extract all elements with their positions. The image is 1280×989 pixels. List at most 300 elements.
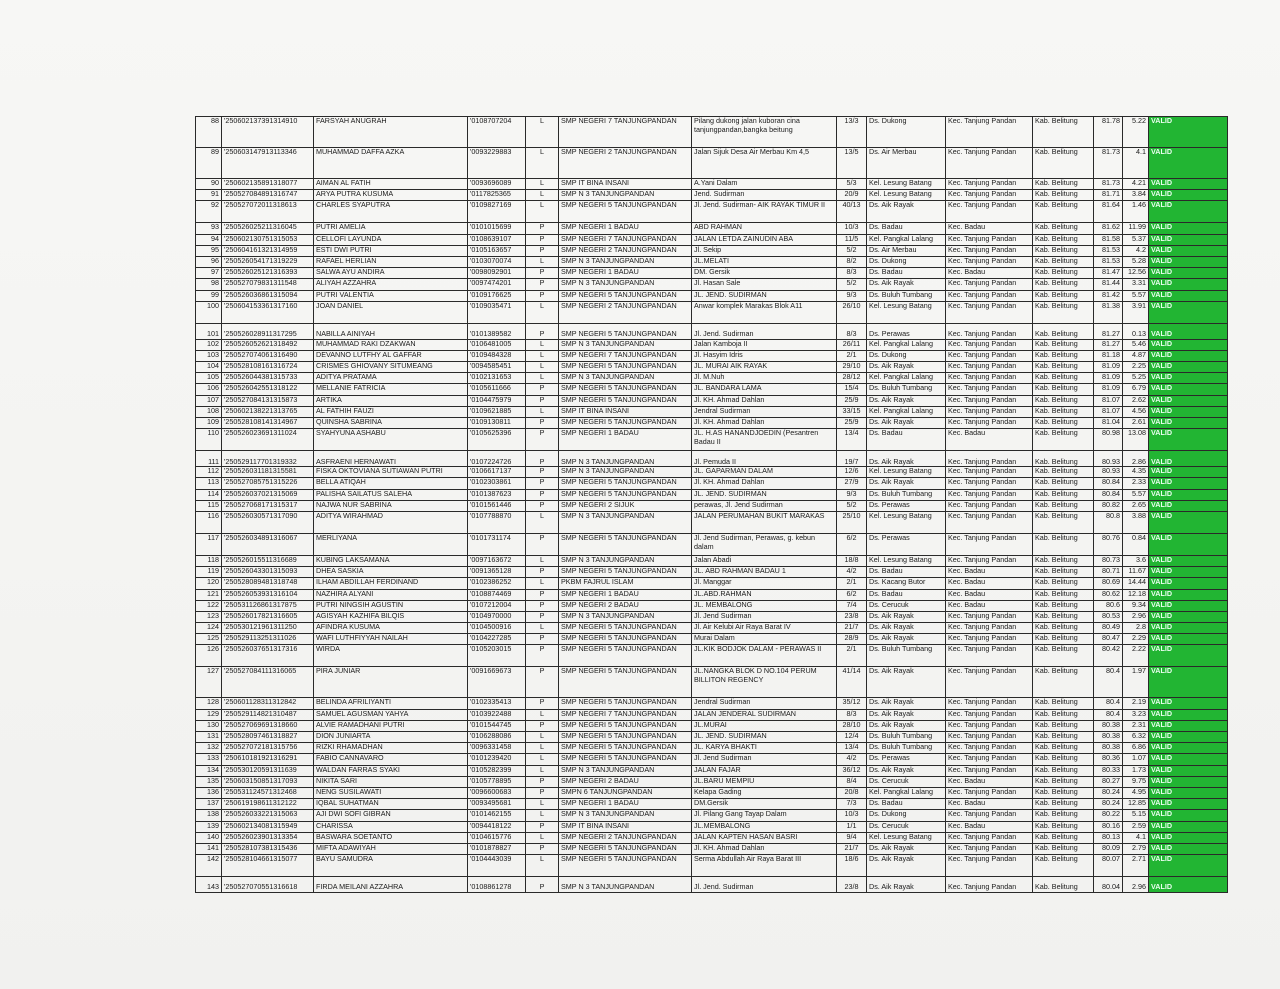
district-cell: Kec. Tanjung Pandan	[946, 418, 1033, 429]
score-cell: 81.38	[1094, 301, 1123, 323]
school-name-cell: SMP N 3 TANJUNGPANDAN	[559, 190, 692, 201]
gender-cell: L	[526, 743, 559, 754]
row-number-cell: 103	[196, 350, 222, 361]
student-name-cell: NABILLA AINIYAH	[314, 323, 468, 339]
distance-cell: 2.31	[1123, 720, 1149, 731]
distance-cell: 9.34	[1123, 600, 1149, 611]
registration-id-cell: '250602135891318077	[222, 179, 314, 190]
registration-id-cell: '250619198611312122	[222, 799, 314, 810]
distance-cell: 3.31	[1123, 279, 1149, 290]
village-cell: Ds. Buluh Tumbang	[867, 290, 946, 301]
district-cell: Kec. Tanjung Pandan	[946, 117, 1033, 148]
village-cell: Ds. Cerucuk	[867, 600, 946, 611]
regency-cell: Kab. Belitung	[1033, 754, 1094, 765]
score-cell: 80.09	[1094, 843, 1123, 854]
village-cell: Kel. Pangkal Lalang	[867, 373, 946, 384]
gender-cell: P	[526, 600, 559, 611]
regency-cell: Kab. Belitung	[1033, 301, 1094, 323]
row-number-cell: 133	[196, 754, 222, 765]
nisn-cell: '0101239420	[468, 754, 526, 765]
school-name-cell: SMP NEGERI 5 TANJUNGPANDAN	[559, 754, 692, 765]
address-cell: Jl. Sekip	[692, 245, 837, 256]
registration-id-cell: '250602138221313765	[222, 406, 314, 417]
gender-cell: P	[526, 843, 559, 854]
address-cell: Jl. Jend. Sudirman	[692, 323, 837, 339]
gender-cell: P	[526, 245, 559, 256]
row-number-cell: 108	[196, 406, 222, 417]
distance-cell: 2.59	[1123, 821, 1149, 832]
row-number-cell: 105	[196, 373, 222, 384]
gender-cell: L	[526, 179, 559, 190]
nisn-cell: '0096600683	[468, 787, 526, 798]
village-cell: Ds. Aik Rayak	[867, 623, 946, 634]
village-cell: Ds. Buluh Tumbang	[867, 384, 946, 395]
table-row	[196, 832, 1228, 843]
district-cell: Kec. Badau	[946, 600, 1033, 611]
registration-id-cell: '250527084891316747	[222, 190, 314, 201]
rt-rw-cell: 20/9	[837, 190, 867, 201]
student-name-cell: QUINSHA SABRINA	[314, 418, 468, 429]
student-name-cell: DHEA SASKIA	[314, 567, 468, 578]
address-cell: Jl. Pemuda II	[692, 451, 837, 467]
school-name-cell: SMP N 3 TANJUNGPANDAN	[559, 765, 692, 776]
rt-rw-cell: 6/2	[837, 533, 867, 555]
row-number-cell: 130	[196, 720, 222, 731]
school-name-cell: SMP NEGERI 1 BADAU	[559, 429, 692, 451]
nisn-cell: '0105611666	[468, 384, 526, 395]
row-number-cell: 124	[196, 623, 222, 634]
regency-cell: Kab. Belitung	[1033, 787, 1094, 798]
row-number-cell: 121	[196, 589, 222, 600]
nisn-cell: '0093229883	[468, 148, 526, 179]
district-cell: Kec. Tanjung Pandan	[946, 732, 1033, 743]
distance-cell: 2.96	[1123, 611, 1149, 622]
rt-rw-cell: 9/4	[837, 832, 867, 843]
school-name-cell: SMP NEGERI 1 BADAU	[559, 223, 692, 234]
registration-id-cell: '250526028911317295	[222, 323, 314, 339]
regency-cell: Kab. Belitung	[1033, 709, 1094, 720]
student-name-cell: IQBAL SUHATMAN	[314, 799, 468, 810]
district-cell: Kec. Tanjung Pandan	[946, 611, 1033, 622]
status-cell: VALID	[1149, 373, 1228, 384]
address-cell: Jalan Abadi	[692, 555, 837, 566]
student-name-cell: FARSYAH ANUGRAH	[314, 117, 468, 148]
distance-cell: 4.2	[1123, 245, 1149, 256]
distance-cell: 5.22	[1123, 117, 1149, 148]
nisn-cell: '0098092901	[468, 268, 526, 279]
village-cell: Kel. Lesung Batang	[867, 179, 946, 190]
score-cell: 81.09	[1094, 362, 1123, 373]
rt-rw-cell: 5/2	[837, 500, 867, 511]
distance-cell: 2.22	[1123, 645, 1149, 667]
distance-cell: 3.84	[1123, 190, 1149, 201]
table-row	[196, 732, 1228, 743]
score-cell: 80.42	[1094, 645, 1123, 667]
score-cell: 81.04	[1094, 418, 1123, 429]
village-cell: Ds. Aik Rayak	[867, 634, 946, 645]
row-number-cell: 113	[196, 478, 222, 489]
nisn-cell: '0109035471	[468, 301, 526, 323]
status-cell: VALID	[1149, 201, 1228, 223]
rt-rw-cell: 25/9	[837, 395, 867, 406]
rt-rw-cell: 1/1	[837, 821, 867, 832]
address-cell: JL.MURAI	[692, 720, 837, 731]
student-name-cell: CELLOFI LAYUNDA	[314, 234, 468, 245]
student-name-cell: RAFAEL HERLIAN	[314, 256, 468, 267]
address-cell: JL.KIK BODJOK DALAM - PERAWAS II	[692, 645, 837, 667]
row-number-cell: 117	[196, 533, 222, 555]
regency-cell: Kab. Belitung	[1033, 279, 1094, 290]
address-cell: Jl. Jend. Sudirman- AIK RAYAK TIMUR II	[692, 201, 837, 223]
table-row	[196, 500, 1228, 511]
school-name-cell: SMP N 3 TANJUNGPANDAN	[559, 339, 692, 350]
status-cell: VALID	[1149, 667, 1228, 698]
registration-id-cell: '250526030571317090	[222, 511, 314, 533]
score-cell: 81.27	[1094, 339, 1123, 350]
status-cell: VALID	[1149, 279, 1228, 290]
address-cell: JALAN FAJAR	[692, 765, 837, 776]
school-name-cell: SMP NEGERI 5 TANJUNGPANDAN	[559, 362, 692, 373]
district-cell: Kec. Tanjung Pandan	[946, 467, 1033, 478]
distance-cell: 2.25	[1123, 362, 1149, 373]
status-cell: VALID	[1149, 467, 1228, 478]
row-number-cell: 132	[196, 743, 222, 754]
district-cell: Kec. Badau	[946, 223, 1033, 234]
address-cell: A.Yani Dalam	[692, 179, 837, 190]
school-name-cell: SMP NEGERI 5 TANJUNGPANDAN	[559, 667, 692, 698]
registration-id-cell: '250527072181315756	[222, 743, 314, 754]
address-cell: JL. KARYA BHAKTI	[692, 743, 837, 754]
village-cell: Ds. Cerucuk	[867, 776, 946, 787]
school-name-cell: SMP N 3 TANJUNGPANDAN	[559, 451, 692, 467]
district-cell: Kec. Tanjung Pandan	[946, 451, 1033, 467]
registration-id-cell: '250527085751315226	[222, 478, 314, 489]
registration-id-cell: '250526037021315069	[222, 489, 314, 500]
address-cell: Serma Abdullah Air Raya Barat III	[692, 855, 837, 877]
status-cell: VALID	[1149, 406, 1228, 417]
status-cell: VALID	[1149, 511, 1228, 533]
distance-cell: 5.57	[1123, 489, 1149, 500]
address-cell: ABD RAHMAN	[692, 223, 837, 234]
registration-id-cell: '250526031181315581	[222, 467, 314, 478]
regency-cell: Kab. Belitung	[1033, 384, 1094, 395]
distance-cell: 1.97	[1123, 667, 1149, 698]
address-cell: JALAN PERUMAHAN BUKIT MARAKAS	[692, 511, 837, 533]
student-name-cell: ALVIE RAMADHANI PUTRI	[314, 720, 468, 731]
score-cell: 81.53	[1094, 245, 1123, 256]
distance-cell: 2.65	[1123, 500, 1149, 511]
rt-rw-cell: 8/2	[837, 256, 867, 267]
row-number-cell: 122	[196, 600, 222, 611]
distance-cell: 6.86	[1123, 743, 1149, 754]
address-cell: Kelapa Gading	[692, 787, 837, 798]
registration-id-cell: '250530120591311639	[222, 765, 314, 776]
address-cell: DM. Gersik	[692, 268, 837, 279]
district-cell: Kec. Tanjung Pandan	[946, 323, 1033, 339]
row-number-cell: 95	[196, 245, 222, 256]
nisn-cell: '0108707204	[468, 117, 526, 148]
regency-cell: Kab. Belitung	[1033, 268, 1094, 279]
row-number-cell: 91	[196, 190, 222, 201]
village-cell: Ds. Aik Rayak	[867, 843, 946, 854]
registration-id-cell: '250529113251311026	[222, 634, 314, 645]
registration-id-cell: '250603147913113346	[222, 148, 314, 179]
school-name-cell: SMP NEGERI 5 TANJUNGPANDAN	[559, 720, 692, 731]
district-cell: Kec. Tanjung Pandan	[946, 201, 1033, 223]
address-cell: Jl. KH. Ahmad Dahlan	[692, 395, 837, 406]
registration-id-cell: '250526017821316605	[222, 611, 314, 622]
district-cell: Kec. Badau	[946, 799, 1033, 810]
distance-cell: 12.18	[1123, 589, 1149, 600]
status-cell: VALID	[1149, 190, 1228, 201]
regency-cell: Kab. Belitung	[1033, 698, 1094, 709]
village-cell: Ds. Aik Rayak	[867, 667, 946, 698]
regency-cell: Kab. Belitung	[1033, 855, 1094, 877]
score-cell: 80.76	[1094, 533, 1123, 555]
nisn-cell: '0109621885	[468, 406, 526, 417]
distance-cell: 4.21	[1123, 179, 1149, 190]
regency-cell: Kab. Belitung	[1033, 555, 1094, 566]
row-number-cell: 111	[196, 451, 222, 467]
village-cell: Kel. Pangkal Lalang	[867, 339, 946, 350]
address-cell: Jl. Manggar	[692, 578, 837, 589]
village-cell: Ds. Dukong	[867, 810, 946, 821]
student-name-cell: ARYA PUTRA KUSUMA	[314, 190, 468, 201]
address-cell: JALAN KAPTEN HASAN BASRI	[692, 832, 837, 843]
regency-cell: Kab. Belitung	[1033, 720, 1094, 731]
score-cell: 80.62	[1094, 589, 1123, 600]
school-name-cell: PKBM FAJRUL ISLAM	[559, 578, 692, 589]
student-name-cell: BELLA ATIQAH	[314, 478, 468, 489]
student-name-cell: MELLANIE FATRICIA	[314, 384, 468, 395]
regency-cell: Kab. Belitung	[1033, 832, 1094, 843]
status-cell: VALID	[1149, 855, 1228, 877]
address-cell: Jendral Sudirman	[692, 406, 837, 417]
regency-cell: Kab. Belitung	[1033, 201, 1094, 223]
registration-id-cell: '250527068171315317	[222, 500, 314, 511]
nisn-cell: '0106481005	[468, 339, 526, 350]
registration-id-cell: '250602137391314910	[222, 117, 314, 148]
table-row	[196, 600, 1228, 611]
village-cell: Ds. Badau	[867, 567, 946, 578]
student-name-cell: NAJWA NUR SABRINA	[314, 500, 468, 511]
address-cell: JL. MURAI AIK RAYAK	[692, 362, 837, 373]
distance-cell: 2.96	[1123, 877, 1149, 893]
rt-rw-cell: 18/6	[837, 855, 867, 877]
status-cell: VALID	[1149, 709, 1228, 720]
rt-rw-cell: 41/14	[837, 667, 867, 698]
gender-cell: L	[526, 578, 559, 589]
row-number-cell: 126	[196, 645, 222, 667]
row-number-cell: 110	[196, 429, 222, 451]
registration-id-cell: '250526037651317316	[222, 645, 314, 667]
gender-cell: L	[526, 201, 559, 223]
table-row	[196, 511, 1228, 533]
row-number-cell: 119	[196, 567, 222, 578]
score-cell: 81.62	[1094, 223, 1123, 234]
nisn-cell: '0106617137	[468, 467, 526, 478]
table-row	[196, 290, 1228, 301]
row-number-cell: 89	[196, 148, 222, 179]
district-cell: Kec. Tanjung Pandan	[946, 754, 1033, 765]
regency-cell: Kab. Belitung	[1033, 776, 1094, 787]
status-cell: VALID	[1149, 843, 1228, 854]
student-name-cell: BASWARA SOETANTO	[314, 832, 468, 843]
status-cell: VALID	[1149, 234, 1228, 245]
score-cell: 80.49	[1094, 623, 1123, 634]
student-name-cell: ADITYA WIRAHMAD	[314, 511, 468, 533]
distance-cell: 3.6	[1123, 555, 1149, 566]
table-row	[196, 362, 1228, 373]
gender-cell: P	[526, 489, 559, 500]
score-cell: 80.73	[1094, 555, 1123, 566]
row-number-cell: 107	[196, 395, 222, 406]
table-row	[196, 323, 1228, 339]
village-cell: Ds. Buluh Tumbang	[867, 732, 946, 743]
status-cell: VALID	[1149, 600, 1228, 611]
regency-cell: Kab. Belitung	[1033, 578, 1094, 589]
regency-cell: Kab. Belitung	[1033, 799, 1094, 810]
gender-cell: P	[526, 290, 559, 301]
distance-cell: 13.08	[1123, 429, 1149, 451]
village-cell: Ds. Aik Rayak	[867, 451, 946, 467]
district-cell: Kec. Tanjung Pandan	[946, 500, 1033, 511]
gender-cell: P	[526, 611, 559, 622]
status-cell: VALID	[1149, 256, 1228, 267]
registration-id-cell: '250529117701319332	[222, 451, 314, 467]
registration-id-cell: '250531126861317875	[222, 600, 314, 611]
table-row	[196, 720, 1228, 731]
address-cell: Murai Dalam	[692, 634, 837, 645]
registration-id-cell: '250527072011318613	[222, 201, 314, 223]
score-cell: 80.47	[1094, 634, 1123, 645]
score-cell: 80.24	[1094, 787, 1123, 798]
regency-cell: Kab. Belitung	[1033, 339, 1094, 350]
rt-rw-cell: 12/6	[837, 467, 867, 478]
school-name-cell: SMP NEGERI 5 TANJUNGPANDAN	[559, 698, 692, 709]
table-row	[196, 810, 1228, 821]
address-cell: JL. H.AS HANANDJOEDIN (Pesantren Badau II	[692, 429, 837, 451]
score-cell: 81.73	[1094, 148, 1123, 179]
status-cell: VALID	[1149, 451, 1228, 467]
registration-id-cell: '250530121961311250	[222, 623, 314, 634]
student-name-cell: ESTI DWI PUTRI	[314, 245, 468, 256]
school-name-cell: SMP NEGERI 5 TANJUNGPANDAN	[559, 418, 692, 429]
status-cell: VALID	[1149, 500, 1228, 511]
school-name-cell: SMP IT BINA INSANI	[559, 821, 692, 832]
distance-cell: 5.15	[1123, 810, 1149, 821]
gender-cell: P	[526, 384, 559, 395]
district-cell: Kec. Tanjung Pandan	[946, 810, 1033, 821]
rt-rw-cell: 12/4	[837, 732, 867, 743]
district-cell: Kec. Tanjung Pandan	[946, 384, 1033, 395]
address-cell: JL. JEND. SUDIRMAN	[692, 489, 837, 500]
row-number-cell: 142	[196, 855, 222, 877]
nisn-cell: '0104500916	[468, 623, 526, 634]
distance-cell: 11.67	[1123, 567, 1149, 578]
regency-cell: Kab. Belitung	[1033, 256, 1094, 267]
rt-rw-cell: 13/4	[837, 743, 867, 754]
nisn-cell: '0107212004	[468, 600, 526, 611]
nisn-cell: '0104443039	[468, 855, 526, 877]
distance-cell: 2.8	[1123, 623, 1149, 634]
score-cell: 80.24	[1094, 799, 1123, 810]
student-name-cell: AFINDRA KUSUMA	[314, 623, 468, 634]
district-cell: Kec. Tanjung Pandan	[946, 179, 1033, 190]
rt-rw-cell: 5/2	[837, 279, 867, 290]
village-cell: Ds. Aik Rayak	[867, 362, 946, 373]
row-number-cell: 93	[196, 223, 222, 234]
regency-cell: Kab. Belitung	[1033, 611, 1094, 622]
regency-cell: Kab. Belitung	[1033, 843, 1094, 854]
district-cell: Kec. Tanjung Pandan	[946, 667, 1033, 698]
school-name-cell: SMP NEGERI 2 BADAU	[559, 600, 692, 611]
table-row	[196, 799, 1228, 810]
table-row	[196, 645, 1228, 667]
district-cell: Kec. Tanjung Pandan	[946, 373, 1033, 384]
rt-rw-cell: 29/10	[837, 362, 867, 373]
student-name-cell: ARTIKA	[314, 395, 468, 406]
district-cell: Kec. Tanjung Pandan	[946, 555, 1033, 566]
village-cell: Ds. Air Merbau	[867, 148, 946, 179]
registration-id-cell: '250528108141314967	[222, 418, 314, 429]
nisn-cell: '0104475979	[468, 395, 526, 406]
school-name-cell: SMP N 3 TANJUNGPANDAN	[559, 279, 692, 290]
gender-cell: P	[526, 500, 559, 511]
score-cell: 80.69	[1094, 578, 1123, 589]
rt-rw-cell: 27/9	[837, 478, 867, 489]
rt-rw-cell: 21/7	[837, 623, 867, 634]
village-cell: Ds. Aik Rayak	[867, 395, 946, 406]
address-cell: Jl. Jend. Sudirman	[692, 877, 837, 893]
distance-cell: 2.79	[1123, 843, 1149, 854]
school-name-cell: SMP N 3 TANJUNGPANDAN	[559, 877, 692, 893]
nisn-cell: '0105625396	[468, 429, 526, 451]
village-cell: Ds. Aik Rayak	[867, 877, 946, 893]
student-name-cell: MIFTA ADAWIYAH	[314, 843, 468, 854]
registration-id-cell: '250603150851317093	[222, 776, 314, 787]
status-cell: VALID	[1149, 743, 1228, 754]
school-name-cell: SMP NEGERI 2 TANJUNGPANDAN	[559, 301, 692, 323]
status-cell: VALID	[1149, 429, 1228, 451]
nisn-cell: '0094585451	[468, 362, 526, 373]
nisn-cell: '0117825365	[468, 190, 526, 201]
status-cell: VALID	[1149, 290, 1228, 301]
nisn-cell: '0101387623	[468, 489, 526, 500]
gender-cell: L	[526, 754, 559, 765]
row-number-cell: 100	[196, 301, 222, 323]
regency-cell: Kab. Belitung	[1033, 821, 1094, 832]
distance-cell: 1.73	[1123, 765, 1149, 776]
row-number-cell: 131	[196, 732, 222, 743]
nisn-cell: '0102131653	[468, 373, 526, 384]
status-cell: VALID	[1149, 698, 1228, 709]
table-row	[196, 667, 1228, 698]
row-number-cell: 97	[196, 268, 222, 279]
row-number-cell: 120	[196, 578, 222, 589]
district-cell: Kec. Tanjung Pandan	[946, 787, 1033, 798]
distance-cell: 4.56	[1123, 406, 1149, 417]
row-number-cell: 140	[196, 832, 222, 843]
address-cell: Jalan Kamboja II	[692, 339, 837, 350]
address-cell: JL. GAPARMAN DALAM	[692, 467, 837, 478]
district-cell: Kec. Tanjung Pandan	[946, 533, 1033, 555]
school-name-cell: SMP NEGERI 1 BADAU	[559, 589, 692, 600]
regency-cell: Kab. Belitung	[1033, 223, 1094, 234]
table-row	[196, 223, 1228, 234]
status-cell: VALID	[1149, 418, 1228, 429]
nisn-cell: '0091365128	[468, 567, 526, 578]
